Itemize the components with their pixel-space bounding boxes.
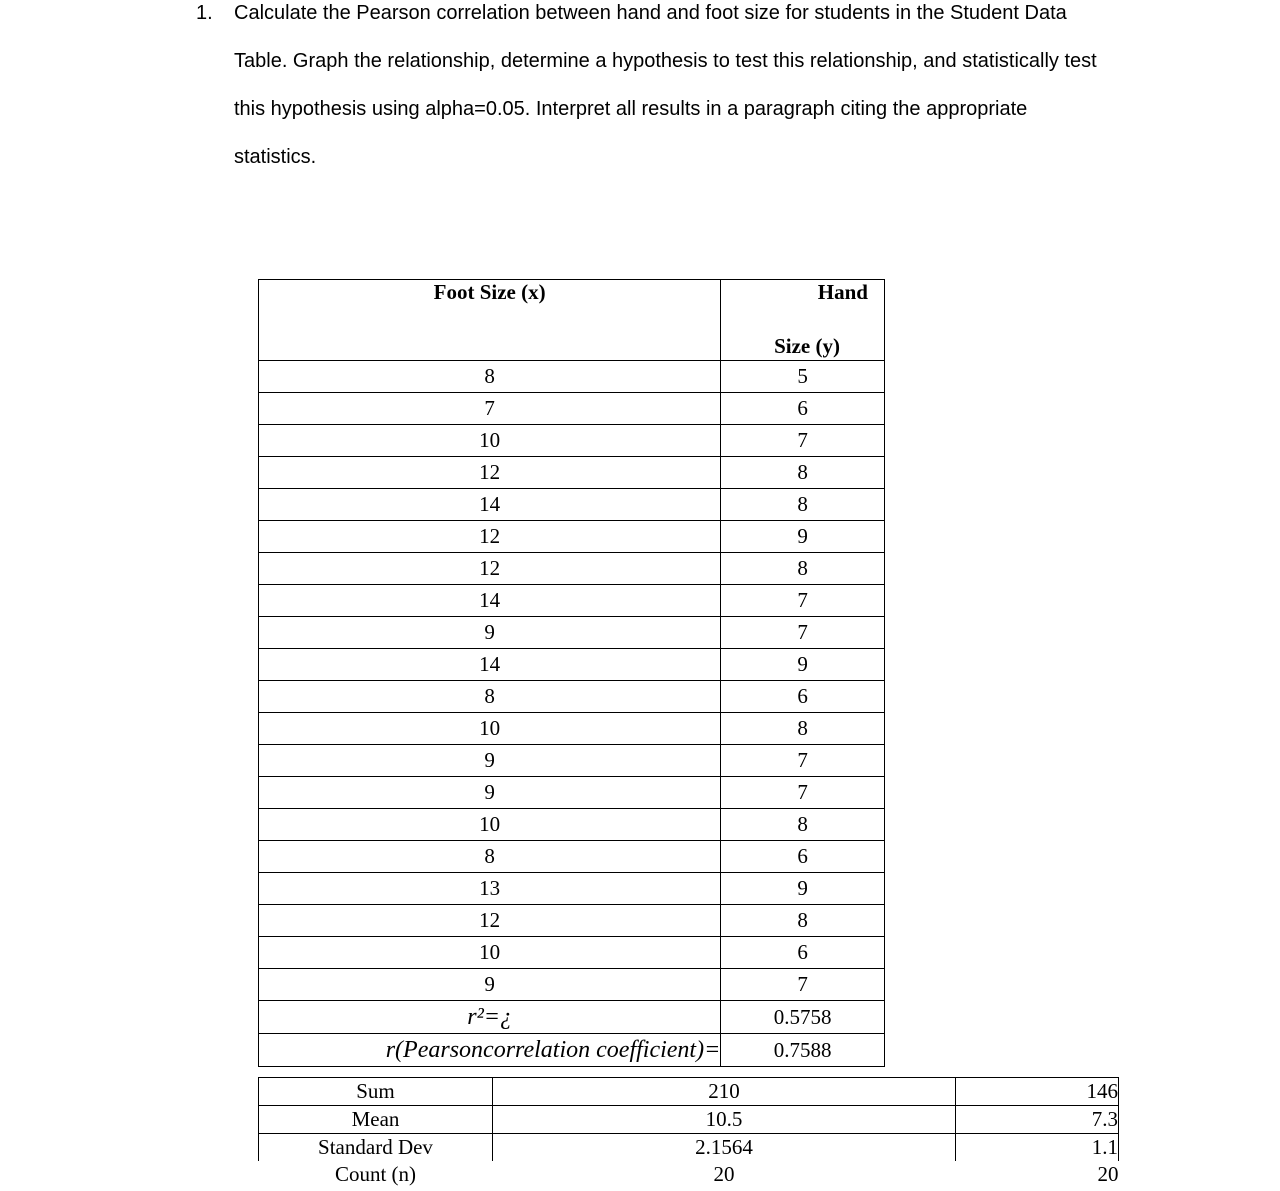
header-hand-size [721,280,885,361]
hand-size-cell: 5 [721,361,885,393]
hand-size-cell: 8 [721,905,885,937]
foot-size-cell: 8 [259,841,721,873]
foot-size-cell: 14 [259,489,721,521]
foot-size-cell: 9 [259,745,721,777]
r-row [259,1034,885,1067]
hand-size-cell: 7 [721,425,885,457]
summary-label: Mean [259,1106,493,1134]
hand-size-cell: 9 [721,649,885,681]
table-row [259,937,885,969]
table-row [259,777,885,809]
table-row [259,681,885,713]
r-squared-value: 0.5758 [721,1001,885,1034]
summary-label: Sum [259,1078,493,1106]
hand-size-cell: 8 [721,489,885,521]
table-row [259,553,885,585]
summary-label: Standard Dev [259,1134,493,1162]
table-row [259,457,885,489]
table-row [259,809,885,841]
foot-size-cell: 10 [259,425,721,457]
r-squared-label: r²=¿ [259,1001,721,1034]
summary-body [259,1078,1119,1189]
foot-size-cell: 13 [259,873,721,905]
hand-size-cell: 7 [721,585,885,617]
foot-size-cell: 14 [259,585,721,617]
summary-y-value: 146 [956,1078,1119,1106]
r-value: 0.7588 [721,1034,885,1067]
summary-row [259,1106,1119,1134]
hand-size-cell: 8 [721,713,885,745]
question-text: Calculate the Pearson correlation between hand and foot size for students in the Student Data Table. Graph the relationship, determine a hypothesis to test this relationship, and statistically test this hypothesis using alpha=0.05. Interpret all results in a paragraph citing the appropriate statistics. [234,2,1097,168]
foot-size-cell: 12 [259,553,721,585]
table-row [259,489,885,521]
hand-size-cell: 8 [721,553,885,585]
summary-x-value: 20 [713,1162,735,1186]
table-row [259,745,885,777]
foot-size-cell: 8 [259,681,721,713]
hand-size-cell: 6 [721,937,885,969]
table-row [259,873,885,905]
hand-size-cell: 6 [721,681,885,713]
summary-row [259,1161,1119,1188]
summary-row [259,1134,1119,1162]
question-number: 1. [196,2,213,24]
foot-size-cell: 12 [259,905,721,937]
r-label: r(Pearsoncorrelation coefficient)= [259,1034,721,1067]
hand-size-cell: 6 [721,841,885,873]
header-foot-size: Foot Size (x) [259,280,721,361]
foot-size-cell: 9 [259,777,721,809]
hand-size-cell: 7 [721,745,885,777]
summary-y-value: 20 [1097,1162,1119,1186]
header-hand-size-line1: Hand [817,280,868,304]
foot-size-cell: 9 [259,617,721,649]
table-row [259,361,885,393]
hand-size-cell: 9 [721,521,885,553]
summary-label: Count (n) [334,1162,417,1186]
summary-row [259,1078,1119,1106]
hand-size-cell: 9 [721,873,885,905]
foot-size-cell: 8 [259,361,721,393]
table-row [259,585,885,617]
foot-size-cell: 12 [259,457,721,489]
foot-size-cell: 9 [259,969,721,1001]
summary-y-value: 7.3 [956,1106,1119,1134]
hand-size-cell: 7 [721,969,885,1001]
student-data-table [258,279,885,1067]
hand-size-cell: 8 [721,809,885,841]
foot-size-cell: 14 [259,649,721,681]
foot-size-cell: 12 [259,521,721,553]
table-row [259,649,885,681]
summary-x-value: 210 [493,1078,956,1106]
table-row [259,905,885,937]
header-hand-size-line2: Size (y) [774,334,840,358]
foot-size-cell: 10 [259,937,721,969]
hand-size-cell: 7 [721,617,885,649]
table-row [259,617,885,649]
r-squared-row [259,1001,885,1034]
table-row [259,393,885,425]
table-header-row [259,280,885,361]
foot-size-cell: 10 [259,713,721,745]
foot-size-cell: 10 [259,809,721,841]
summary-table [258,1077,1119,1188]
summary-x-value: 2.1564 [493,1134,956,1162]
table-row [259,713,885,745]
hand-size-cell: 8 [721,457,885,489]
table-row [259,841,885,873]
hand-size-cell: 7 [721,777,885,809]
summary-y-value: 1.1 [956,1134,1119,1162]
foot-size-cell: 7 [259,393,721,425]
table-row [259,969,885,1001]
table-row [259,425,885,457]
summary-x-value: 10.5 [493,1106,956,1134]
table-body [259,361,885,1001]
table-row [259,521,885,553]
hand-size-cell: 6 [721,393,885,425]
